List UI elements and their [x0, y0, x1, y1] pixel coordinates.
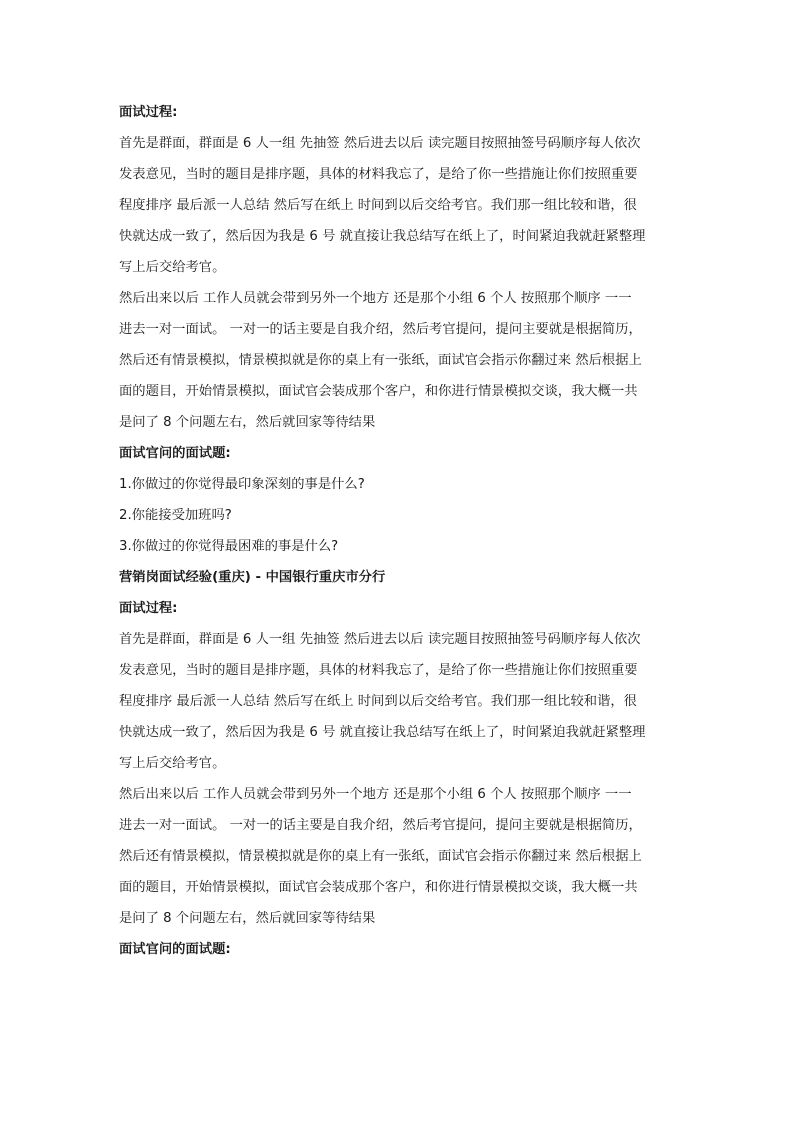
heading-interview-process: 面试过程: — [119, 105, 178, 120]
text-line: 进去一对一面试。 一对一的话主要是自我介绍，然后考官提问，提问主要就是根据简历， — [119, 818, 642, 833]
text-line: 写上后交给考官。 — [119, 756, 226, 771]
question-item: 3.你做过的你觉得最困难的事是什么? — [119, 539, 339, 554]
text-line: 面的题目，开始情景模拟，面试官会装成那个客户，和你进行情景模拟交谈，我大概一共 — [119, 880, 638, 895]
section-title: 营销岗面试经验(重庆) - 中国银行重庆市分行 — [119, 570, 386, 585]
paragraph-one-on-one — [119, 782, 679, 932]
text-line: 然后还有情景模拟，情景模拟就是你的桌上有一张纸，面试官会指示你翻过来 然后根据上 — [119, 849, 642, 864]
text-line: 进去一对一面试。 一对一的话主要是自我介绍，然后考官提问，提问主要就是根据简历， — [119, 322, 642, 337]
document-body — [119, 100, 679, 968]
text-line: 发表意见，当时的题目是排序题，具体的材料我忘了，是给了你一些措施让你们按照重要 — [119, 167, 638, 182]
text-line: 快就达成一致了，然后因为我是 6 号 就直接让我总结写在纸上了，时间紧迫我就赶紧整理 — [119, 725, 646, 740]
text-line: 程度排序 最后派一人总结 然后写在纸上 时间到以后交给考官。我们那一组比较和谐，很 — [119, 694, 637, 709]
paragraph-group-interview — [119, 627, 679, 777]
text-line: 程度排序 最后派一人总结 然后写在纸上 时间到以后交给考官。我们那一组比较和谐，很 — [119, 198, 637, 213]
text-line: 然后还有情景模拟，情景模拟就是你的桌上有一张纸，面试官会指示你翻过来 然后根据上 — [119, 353, 642, 368]
paragraph-group-interview — [119, 131, 679, 281]
text-line: 首先是群面，群面是 6 人一组 先抽签 然后进去以后 读完题目按照抽签号码顺序每人依次 — [119, 136, 641, 151]
text-line: 写上后交给考官。 — [119, 260, 226, 275]
question-item: 2.你能接受加班吗? — [119, 508, 232, 523]
heading-interview-questions: 面试官问的面试题: — [119, 942, 231, 957]
heading-interview-questions: 面试官问的面试题: — [119, 446, 231, 461]
text-line: 然后出来以后 工作人员就会带到另外一个地方 还是那个小组 6 个人 按照那个顺序 一一 — [119, 787, 632, 802]
text-line: 快就达成一致了，然后因为我是 6 号 就直接让我总结写在纸上了，时间紧迫我就赶紧整理 — [119, 229, 646, 244]
question-item: 1.你做过的你觉得最印象深刻的事是什么? — [119, 477, 365, 492]
text-line: 发表意见，当时的题目是排序题，具体的材料我忘了，是给了你一些措施让你们按照重要 — [119, 663, 638, 678]
heading-interview-process: 面试过程: — [119, 601, 178, 616]
text-line: 首先是群面，群面是 6 人一组 先抽签 然后进去以后 读完题目按照抽签号码顺序每人依次 — [119, 632, 641, 647]
paragraph-one-on-one — [119, 286, 679, 436]
text-line: 然后出来以后 工作人员就会带到另外一个地方 还是那个小组 6 个人 按照那个顺序 一一 — [119, 291, 632, 306]
text-line: 是问了 8 个问题左右，然后就回家等待结果 — [119, 415, 376, 430]
text-line: 是问了 8 个问题左右，然后就回家等待结果 — [119, 911, 376, 926]
text-line: 面的题目，开始情景模拟，面试官会装成那个客户，和你进行情景模拟交谈，我大概一共 — [119, 384, 638, 399]
